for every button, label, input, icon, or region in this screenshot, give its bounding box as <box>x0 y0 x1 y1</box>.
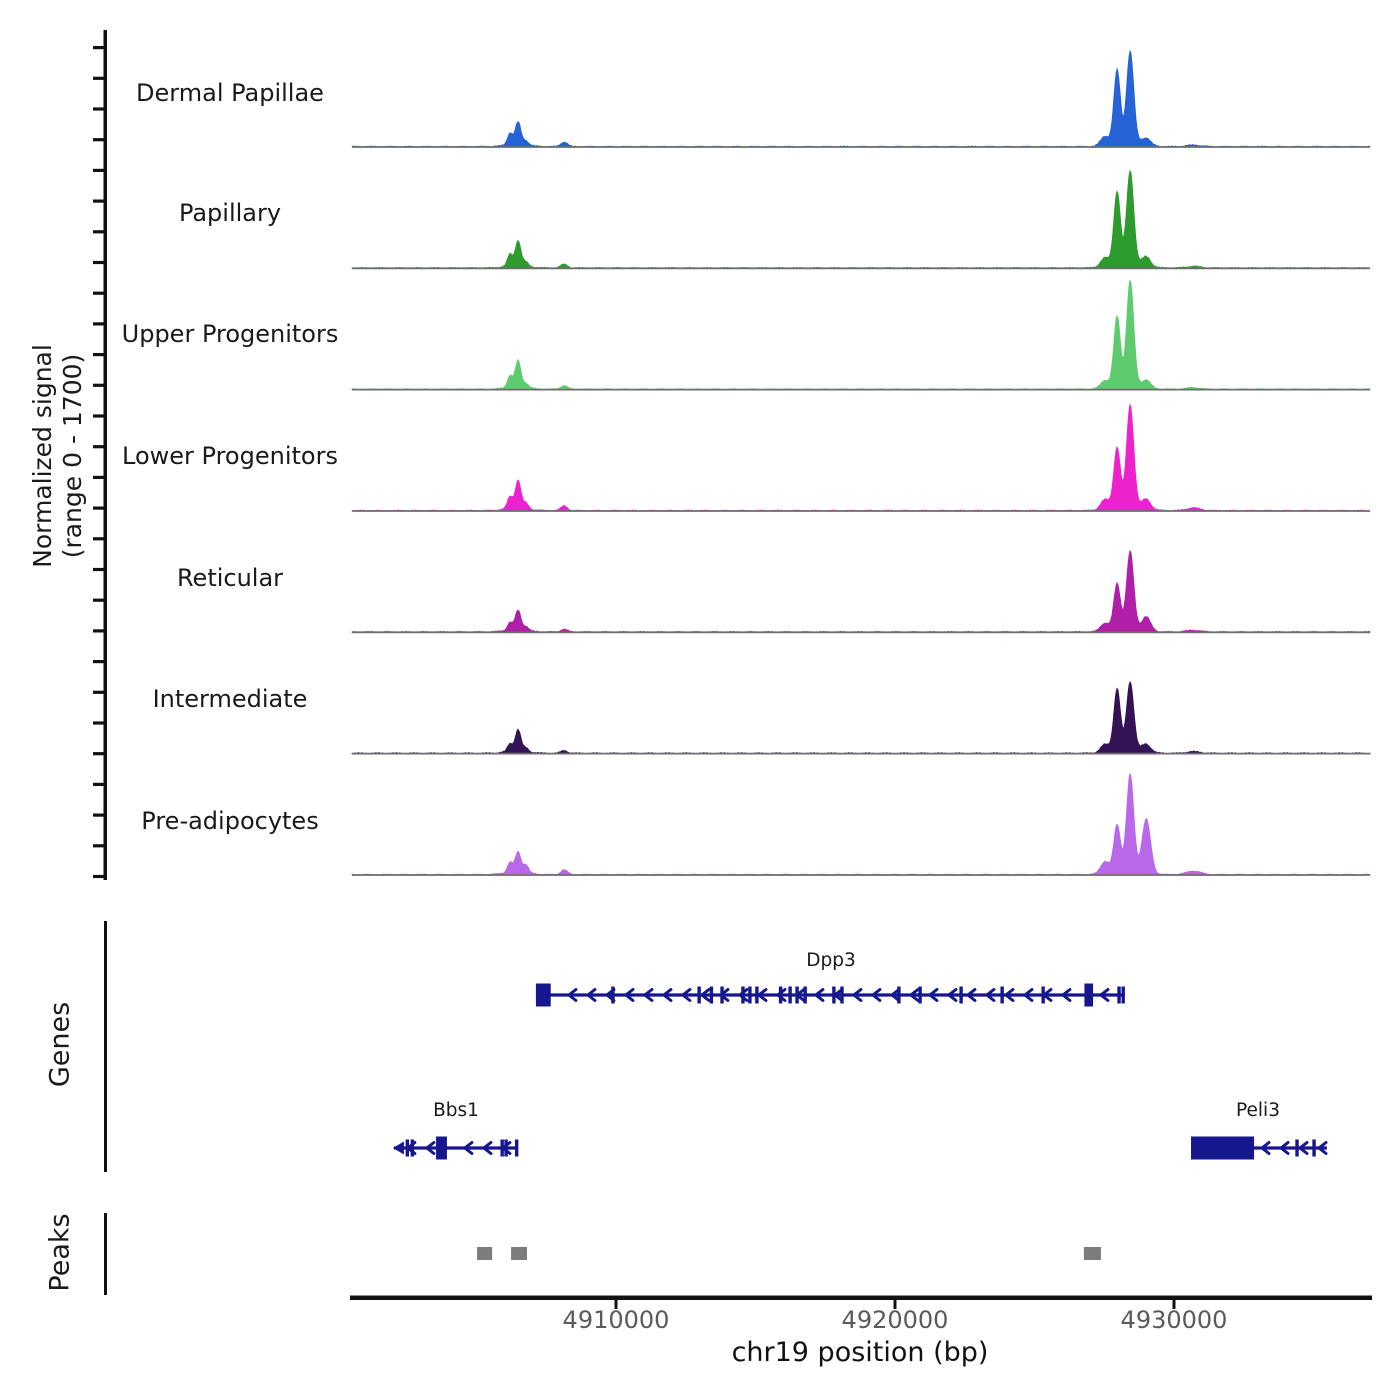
y-axis-label <box>28 286 88 626</box>
track-label-papillary: Papillary <box>178 199 282 227</box>
genes-axis-label: Genes <box>44 1001 76 1088</box>
peaks-axis-label: Peaks <box>44 1213 76 1292</box>
y-axis-label-line1: Normalized signal <box>28 344 57 568</box>
track-label-reticular: Reticular <box>176 564 284 592</box>
track-label-upper-progenitors: Upper Progenitors <box>121 320 339 348</box>
gene-label-bbs1: Bbs1 <box>433 1100 479 1121</box>
y-axis-label-line2: (range 0 - 1700) <box>58 353 87 559</box>
x-axis-title: chr19 position (bp) <box>731 1337 989 1368</box>
x-tick-4910000: 4910000 <box>562 1306 670 1334</box>
track-label-lower-progenitors: Lower Progenitors <box>122 442 338 470</box>
track-label-intermediate: Intermediate <box>152 685 308 713</box>
x-tick-4930000: 4930000 <box>1120 1306 1228 1334</box>
x-tick-4920000: 4920000 <box>841 1306 949 1334</box>
track-label-pre-adipocytes: Pre-adipocytes <box>141 807 319 835</box>
gene-label-peli3: Peli3 <box>1236 1100 1280 1121</box>
track-label-dermal-papillae: Dermal Papillae <box>136 79 324 107</box>
gene-label-dpp3: Dpp3 <box>806 950 856 971</box>
